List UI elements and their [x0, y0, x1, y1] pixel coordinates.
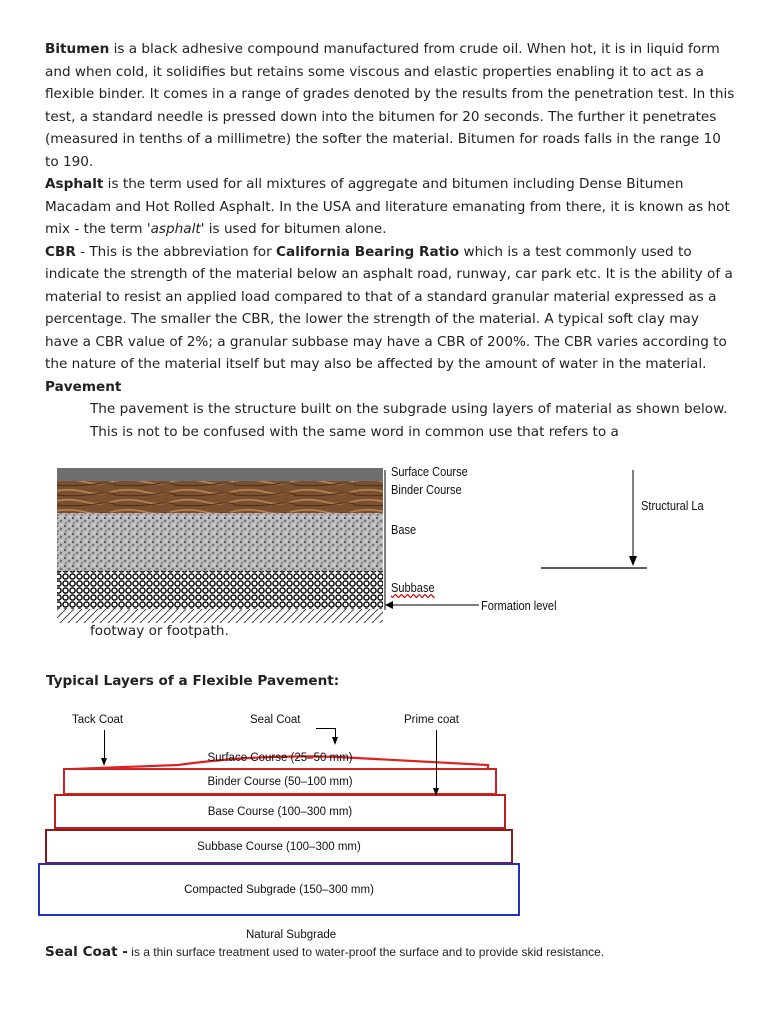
- layer-binder-label: Binder Course (50–100 mm): [207, 775, 353, 788]
- paragraph-cbr: [45, 241, 735, 376]
- asphalt-italic: asphalt: [150, 221, 201, 237]
- seal-coat-definition: [45, 944, 604, 960]
- layer-subbase-label: Subbase Course (100–300 mm): [197, 840, 361, 853]
- typical-layers-diagram: [38, 710, 538, 950]
- asphalt-text-1: is the term used for all mixtures of aggregate and bitumen including Dense Bitumen Macadam and Hot Rolled Asphalt. In the USA and literature emanating from there, it is known as hot mix - the term ': [45, 176, 730, 237]
- label-binder-course: Binder Course: [391, 482, 462, 497]
- tack-coat-arrow-line: [104, 730, 105, 760]
- layer-subgrade-label: Compacted Subgrade (150–300 mm): [184, 883, 374, 896]
- label-prime-coat: Prime coat: [404, 714, 459, 726]
- document-body: [45, 38, 735, 443]
- label-tack-coat: Tack Coat: [72, 714, 124, 726]
- term-seal-coat: Seal Coat -: [45, 944, 128, 960]
- bitumen-text: is a black adhesive compound manufactured from crude oil. When hot, it is in liquid form and when cold, it solidifies but retains some viscous and elastic properties enabling it to act as a flexible binder. It comes in a range of grades denoted by the results from the penetration test. In this test, a standard needle is pressed down into the bitumen for 20 seconds. The further it penetrates (measured in tenths of a millimetre) the softer the material. Bitumen for roads falls in the range 10 to 190.: [45, 41, 735, 170]
- layer-surface-label: Surface Course (25–50 mm): [207, 752, 353, 764]
- tack-coat-arrow-icon: [101, 758, 107, 766]
- cbr-bold-name: California Bearing Ratio: [276, 243, 460, 260]
- layer-binder-course: [63, 768, 497, 795]
- figure2-heading: Typical Layers of a Flexible Pavement:: [46, 673, 340, 689]
- paragraph-bitumen: [45, 38, 735, 173]
- term-asphalt: Asphalt: [45, 176, 104, 192]
- prime-coat-arrow-line: [436, 730, 437, 792]
- label-structural-layer: Structural La: [641, 498, 704, 513]
- cbr-text-1: - This is the abbreviation for: [75, 243, 277, 260]
- term-bitumen: Bitumen: [45, 41, 110, 57]
- seal-coat-arrow-icon: [332, 737, 338, 745]
- layer-base-label: Base Course (100–300 mm): [207, 805, 353, 818]
- label-seal-coat: Seal Coat: [250, 714, 301, 726]
- paragraph-asphalt: [45, 173, 735, 241]
- label-subbase: Subbase: [391, 580, 435, 595]
- layer-compacted-subgrade: [38, 863, 520, 916]
- pavement-text: The pavement is the structure built on the subgrade using layers of material as shown below. This is not to be confused with the same word in common use that refers to a: [90, 401, 728, 440]
- pavement-cross-section: [55, 464, 755, 638]
- label-natural-subgrade: Natural Subgrade: [246, 929, 337, 941]
- term-cbr: CBR: [45, 243, 76, 260]
- layer-subbase-course: [45, 829, 513, 864]
- label-formation-level: Formation level: [481, 598, 557, 613]
- layer-surface-course: [72, 748, 488, 768]
- seal-coat-arrow-stem: [316, 728, 336, 729]
- prime-coat-arrow-icon: [433, 788, 439, 796]
- seal-coat-text: is a thin surface treatment used to water-proof the surface and to provide skid resistance.: [127, 945, 605, 959]
- pavement-heading: Pavement: [45, 378, 122, 395]
- cbr-text-2: which is a test commonly used to indicate the strength of the material below an asphalt road, runway, car park etc. It is the ability of a material to resist an applied load compared to that of a standard granular material expressed as a percentage. The smaller the CBR, the lower the strength of the material. A typical soft clay may have a CBR value of 2%; a granular subbase may have a CBR of 200%. The CBR varies according to the nature of the material itself but may also be affected by the amount of water in the material.: [45, 243, 733, 372]
- pavement-continuation: footway or footpath.: [90, 623, 233, 639]
- label-surface-course: Surface Course: [391, 464, 468, 479]
- asphalt-text-2: ' is used for bitumen alone.: [200, 221, 387, 237]
- layer-base-course: [54, 794, 506, 829]
- label-base: Base: [391, 522, 417, 537]
